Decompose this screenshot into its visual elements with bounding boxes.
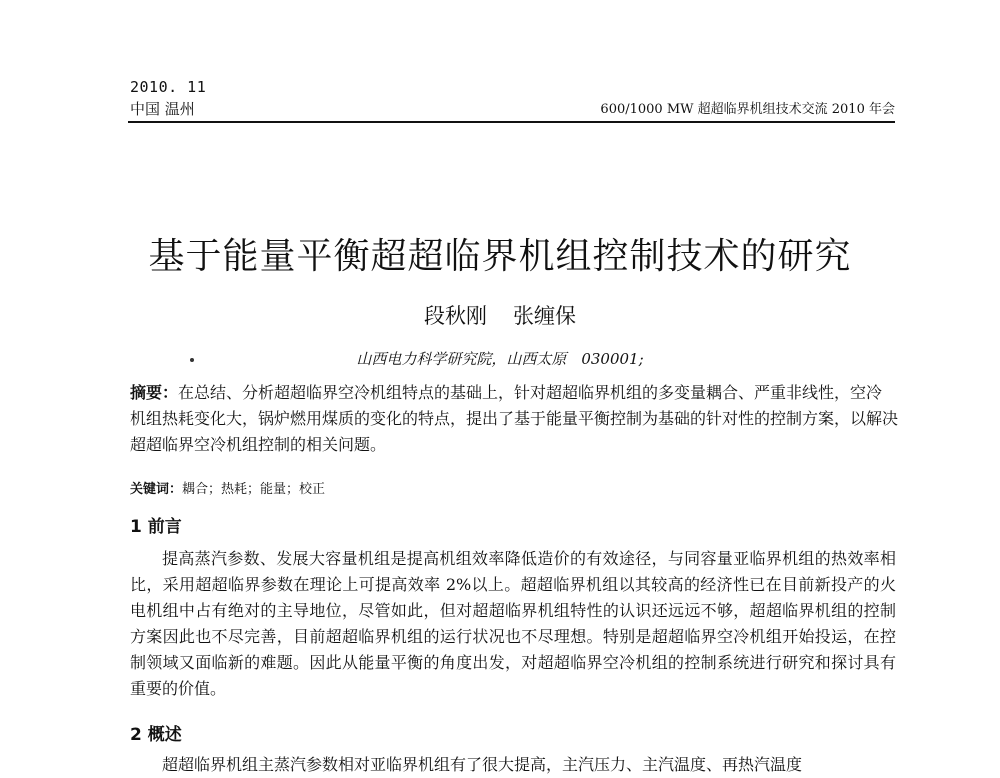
header-location: 中国 温州 — [130, 100, 195, 118]
keywords — [130, 478, 325, 497]
section-heading-overview: 2 概述 — [130, 725, 182, 745]
section-body-intro: 提高蒸汽参数、发展大容量机组是提高机组效率降低造价的有效途径，与同容量亚临界机组的热效率相比，采用超超临界参数在理论上可提高效率 2%以上。超超临界机组以其较高的经济性已在目前新投产的火电机组中占有绝对的主导地位，尽管如此，但对超超临界机组特性的认识还远远不够，超超临界机组的控制方案因此也不尽完善，目前超超临界机组的运行状况也不尽理想。特别是超超临界空冷机组开始投运，在控制领域又面临新的难题。因此从能量平衡的角度出发，对超超临界空冷机组的控制系统进行研究和探讨具有重要的价值。 — [130, 549, 896, 698]
abstract-label: 摘要： — [130, 383, 179, 402]
header-date: 2010. 11 — [130, 78, 207, 96]
section-heading-intro: 1 前言 — [130, 517, 182, 537]
affiliation: 山西电力科学研究院，山西太原 030001; — [356, 350, 644, 368]
paper-title: 基于能量平衡超超临界机组控制技术的研究 — [148, 236, 852, 277]
header-rule — [128, 121, 895, 123]
author-2: 张缠保 — [513, 304, 576, 328]
section-body-overview: 超超临界机组主蒸汽参数相对亚临界机组有了很大提高，主汽压力、主汽温度、再热汽温度 — [162, 755, 803, 774]
author-1: 段秋刚 — [424, 304, 487, 328]
keywords-label: 关键词： — [130, 482, 183, 497]
header-conference: 600/1000 MW 超超临界机组技术交流 2010 年会 — [600, 102, 895, 117]
author-list — [0, 300, 1000, 330]
abstract-text: 在总结、分析超超临界空冷机组特点的基础上，针对超超临界机组的多变量耦合、严重非线性，空冷机组热耗变化大，锅炉燃用煤质的变化的特点，提出了基于能量平衡控制为基础的针对性的控制方案，以解决超超临界空冷机组控制的相关问题。 — [130, 383, 899, 454]
keywords-text: 耦合；热耗；能量；校正 — [182, 482, 326, 497]
abstract — [130, 380, 898, 458]
